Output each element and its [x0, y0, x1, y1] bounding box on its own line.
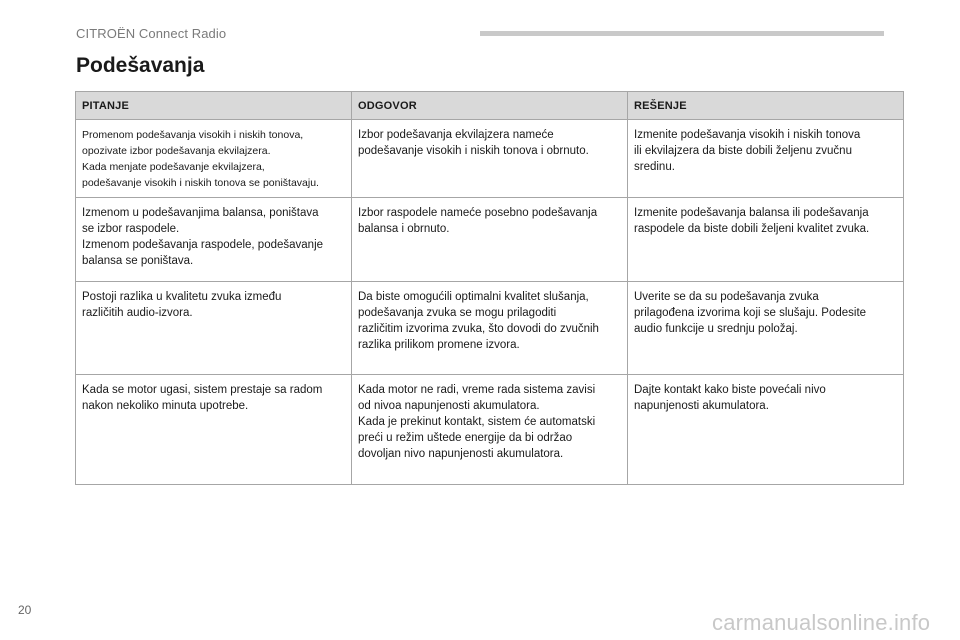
solution-cell — [628, 198, 904, 282]
cell-line: balansa se poništava. — [82, 255, 194, 267]
cell-line: Kada motor ne radi, vreme rada sistema zavisi — [358, 384, 596, 396]
answer-cell — [352, 375, 628, 485]
cell-line: različitim izvorima zvuka, što dovodi do zvučnih — [358, 323, 599, 335]
cell-line: Uverite se da su podešavanja zvuka — [634, 291, 819, 303]
cell-line: se izbor raspodele. — [82, 223, 180, 235]
answer-cell — [352, 120, 628, 198]
cell-line: Dajte kontakt kako biste povećali nivo — [634, 384, 826, 396]
table-row — [76, 282, 904, 375]
cell-line: sredinu. — [634, 161, 675, 173]
column-header-question: PITANJE — [76, 92, 352, 120]
cell-line: Izbor raspodele nameće posebno podešavanja — [358, 207, 598, 219]
cell-line: Promenom podešavanja visokih i niskih tonova, — [82, 129, 304, 141]
cell-line: podešavanje visokih i niskih tonova se poništavaju. — [82, 177, 319, 189]
cell-line: Izmenom u podešavanjima balansa, poništava — [82, 207, 319, 219]
header-bar — [480, 31, 884, 36]
cell-line: Izmenite podešavanja visokih i niskih tonova — [634, 129, 861, 141]
cell-line: razlika prilikom promene izvora. — [358, 339, 520, 351]
table-header-row — [76, 92, 904, 120]
column-header-solution: REŠENJE — [628, 92, 904, 120]
table-row — [76, 375, 904, 485]
cell-line: opozivate izbor podešavanja ekvilajzera. — [82, 145, 271, 157]
cell-line: podešavanje visokih i niskih tonova i obrnuto. — [358, 145, 589, 157]
cell-line: Postoji razlika u kvalitetu zvuka između — [82, 291, 282, 303]
solution-cell — [628, 282, 904, 375]
cell-line: audio funkcije u srednju položaj. — [634, 323, 798, 335]
page-number: 20 — [18, 603, 32, 617]
page-title: Podešavanja — [76, 54, 205, 77]
cell-line: nakon nekoliko minuta upotrebe. — [82, 400, 249, 412]
table-row — [76, 120, 904, 198]
answer-cell — [352, 282, 628, 375]
table-row — [76, 198, 904, 282]
cell-line: prilagođena izvorima koji se slušaju. Podesite — [634, 307, 867, 319]
cell-line: Kada se motor ugasi, sistem prestaje sa radom — [82, 384, 323, 396]
cell-line: ili ekvilajzera da biste dobili željenu zvučnu — [634, 145, 852, 157]
cell-line: od nivoa napunjenosti akumulatora. — [358, 400, 540, 412]
cell-line: Izmenite podešavanja balansa ili podešavanja — [634, 207, 869, 219]
cell-line: podešavanja zvuka se mogu prilagoditi — [358, 307, 557, 319]
cell-line: Izmenom podešavanja raspodele, podešavanje — [82, 239, 324, 251]
running-header: CITROËN Connect Radio — [76, 26, 227, 41]
cell-line: napunjenosti akumulatora. — [634, 400, 769, 412]
cell-line: balansa i obrnuto. — [358, 223, 450, 235]
question-cell — [76, 198, 352, 282]
solution-cell — [628, 375, 904, 485]
question-cell — [76, 375, 352, 485]
watermark: carmanualsonline.info — [712, 610, 931, 635]
cell-line: dovoljan nivo napunjenosti akumulatora. — [358, 448, 564, 460]
cell-line: raspodele da biste dobili željeni kvalitet zvuka. — [634, 223, 870, 235]
cell-line: Da biste omogućili optimalni kvalitet slušanja, — [358, 291, 589, 303]
cell-line: Kada menjate podešavanje ekvilajzera, — [82, 161, 265, 173]
cell-line: Kada je prekinut kontakt, sistem će automatski — [358, 416, 596, 428]
column-header-answer: ODGOVOR — [352, 92, 628, 120]
cell-line: različitih audio-izvora. — [82, 307, 193, 319]
question-cell — [76, 120, 352, 198]
faq-table — [75, 91, 904, 485]
question-cell — [76, 282, 352, 375]
answer-cell — [352, 198, 628, 282]
solution-cell — [628, 120, 904, 198]
cell-line: preći u režim uštede energije da bi održao — [358, 432, 573, 444]
cell-line: Izbor podešavanja ekvilajzera nameće — [358, 129, 554, 141]
